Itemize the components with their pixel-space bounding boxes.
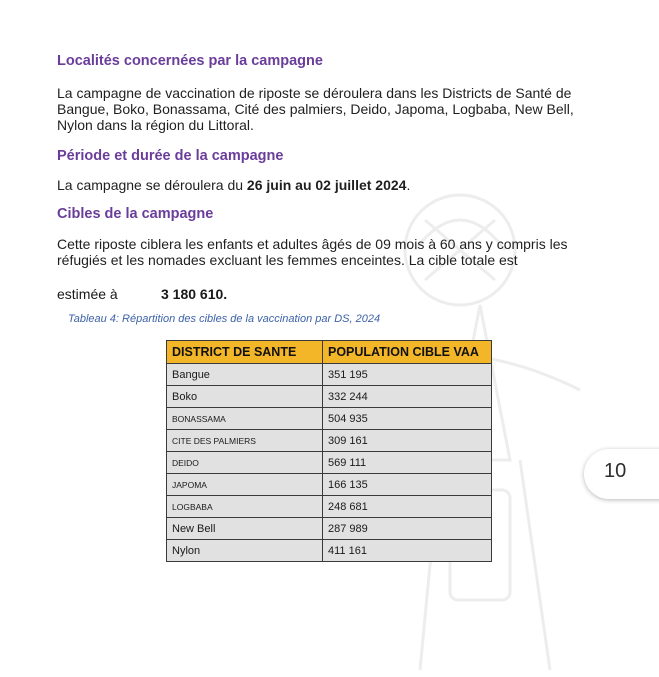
table-row <box>167 540 492 562</box>
district-population-table <box>166 340 492 562</box>
section-title-periode: Période et durée de la campagne <box>57 148 284 164</box>
district-cell: BONASSAMA <box>167 408 323 430</box>
table-row <box>167 408 492 430</box>
table-row <box>167 474 492 496</box>
population-cell: 309 161 <box>323 430 492 452</box>
table-header-row <box>167 341 492 364</box>
population-cell: 351 195 <box>323 364 492 386</box>
district-cell: Nylon <box>167 540 323 562</box>
district-cell: Boko <box>167 386 323 408</box>
district-cell: Bangue <box>167 364 323 386</box>
periode-text-before: La campagne se déroulera du <box>57 177 247 193</box>
page-number: 10 <box>604 460 627 482</box>
population-cell: 166 135 <box>323 474 492 496</box>
district-cell: LOGBABA <box>167 496 323 518</box>
table-row <box>167 364 492 386</box>
population-cell: 569 111 <box>323 452 492 474</box>
header-district: DISTRICT DE SANTE <box>167 341 323 364</box>
periode-paragraph <box>57 177 605 193</box>
district-cell: CITE DES PALMIERS <box>167 430 323 452</box>
cibles-paragraph: Cette riposte ciblera les enfants et adultes âgés de 09 mois à 60 ans y compris les réfugiés et les nomades excluant les femmes enceintes. La cible totale est <box>57 236 568 268</box>
population-cell: 248 681 <box>323 496 492 518</box>
population-cell: 504 935 <box>323 408 492 430</box>
table-row <box>167 430 492 452</box>
table-row <box>167 518 492 540</box>
district-cell: DEIDO <box>167 452 323 474</box>
periode-dates: 26 juin au 02 juillet 2024 <box>246 177 407 193</box>
table-row <box>167 386 492 408</box>
header-population: POPULATION CIBLE VAA <box>323 341 492 364</box>
population-cell: 411 161 <box>323 540 492 562</box>
table-row <box>167 452 492 474</box>
population-cell: 287 989 <box>323 518 492 540</box>
total-value: 3 180 610. <box>161 286 228 302</box>
section-title-localites: Localités concernées par la campagne <box>57 53 323 69</box>
district-cell: New Bell <box>167 518 323 540</box>
periode-text-after: . <box>406 177 411 193</box>
table-caption: Tableau 4: Répartition des cibles de la vaccination par DS, 2024 <box>68 313 381 325</box>
table-row <box>167 496 492 518</box>
district-cell: JAPOMA <box>167 474 323 496</box>
population-cell: 332 244 <box>323 386 492 408</box>
total-label: estimée à <box>57 286 118 302</box>
section-title-cibles: Cibles de la campagne <box>57 206 214 222</box>
localites-paragraph: La campagne de vaccination de riposte se déroulera dans les Districts de Santé de Bangue, Boko, Bonassama, Cité des palmiers, Deido, Japoma, Logbaba, New Bell, Nylon dans la région du Littoral. <box>57 85 574 133</box>
